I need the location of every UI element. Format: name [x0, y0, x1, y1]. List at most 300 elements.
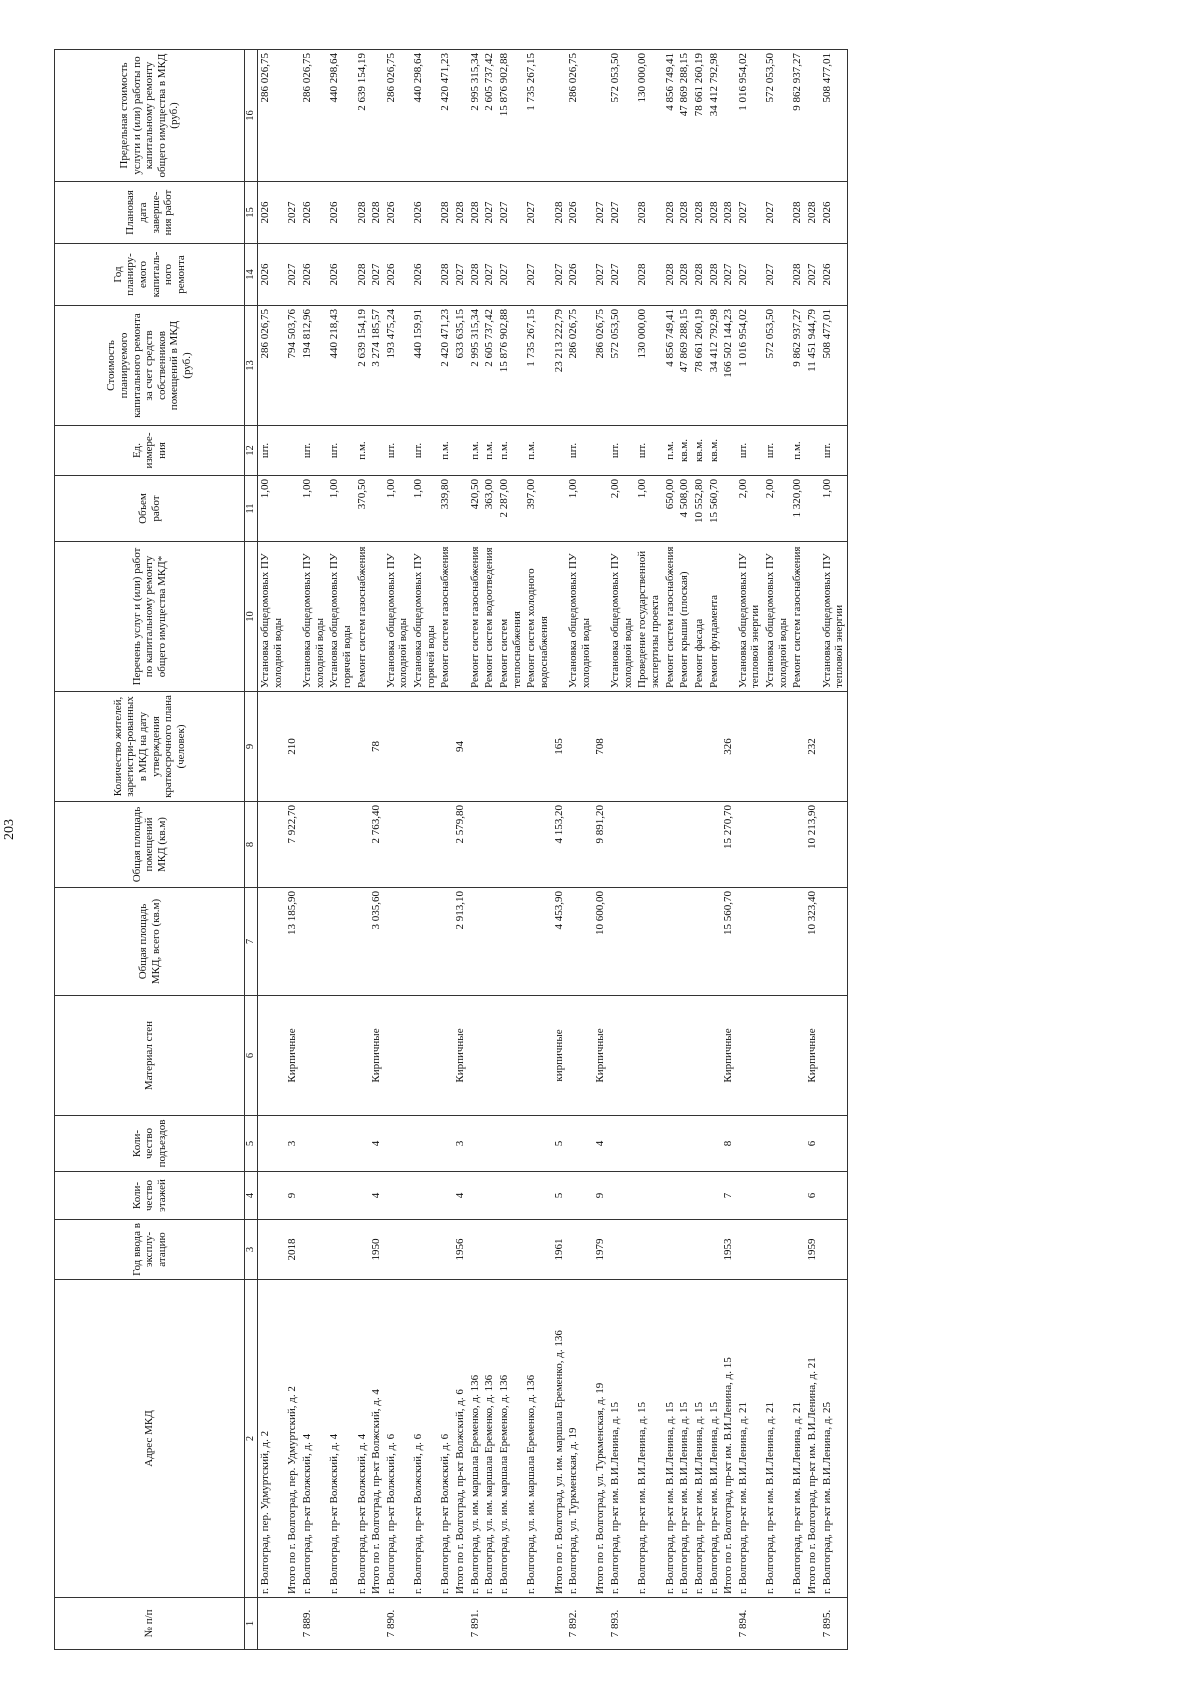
- cell-row-number: [355, 1598, 370, 1650]
- cell-entrances-count: [497, 1116, 524, 1172]
- cell-planned-year: 2026: [384, 244, 411, 306]
- cell-premises-area: [327, 802, 354, 888]
- colnum: 1: [245, 1598, 258, 1650]
- cell-completion-year: 2028: [438, 182, 453, 244]
- cell-wall-material: [763, 996, 790, 1116]
- header-c8: Общая площадь помещений МКД (кв.м): [55, 802, 245, 888]
- colnum: 7: [245, 888, 258, 996]
- cell-limit-cost: 572 053,50: [763, 50, 790, 182]
- cell-premises-area: 10 213,90: [805, 802, 820, 888]
- cell-work-volume: 1,00: [327, 476, 354, 542]
- cell-floors-count: [736, 1172, 763, 1220]
- cell-work-type: Проведение государственной экспертизы проекта: [635, 542, 662, 692]
- cell-premises-area: 4 153,20: [552, 802, 567, 888]
- cell-work-type: Установка общедомовых ПУ тепловой энергии: [736, 542, 763, 692]
- table-row: [736, 50, 763, 1650]
- cell-work-volume: 420,50: [468, 476, 483, 542]
- table-row: [327, 50, 354, 1650]
- cell-address: г. Волгоград, пр-кт Волжский, д. 6: [384, 1280, 411, 1598]
- cell-wall-material: [258, 996, 286, 1116]
- cell-work-type: Ремонт систем водоотведения: [482, 542, 497, 692]
- cell-residents-count: [692, 692, 707, 802]
- cell-floors-count: [468, 1172, 483, 1220]
- cell-row-number: [805, 1598, 820, 1650]
- cell-premises-area: [300, 802, 327, 888]
- cell-entrances-count: [258, 1116, 286, 1172]
- header-c11: Объем работ: [55, 476, 245, 542]
- cell-completion-year: 2028: [790, 182, 805, 244]
- cell-limit-cost: 508 477,01: [820, 50, 848, 182]
- cell-premises-area: [497, 802, 524, 888]
- cell-unit: шт.: [300, 426, 327, 476]
- cell-total-area: [497, 888, 524, 996]
- cell-address: Итого по г. Волгоград, пер. Удмуртский, д. 2: [285, 1280, 300, 1598]
- cell-limit-cost: 440 298,64: [411, 50, 438, 182]
- cell-limit-cost: 286 026,75: [566, 50, 593, 182]
- cell-residents-count: 708: [593, 692, 608, 802]
- table-row: [820, 50, 848, 1650]
- cell-premises-area: [736, 802, 763, 888]
- cell-address: Итого по г. Волгоград, пр-кт Волжский, д. 6: [453, 1280, 468, 1598]
- header-c7: Общая площадь МКД, всего (кв.м): [55, 888, 245, 996]
- cell-limit-cost: [805, 50, 820, 182]
- cell-entrances-count: 4: [369, 1116, 384, 1172]
- table-row: [552, 50, 567, 1650]
- cell-planned-cost: 440 218,43: [327, 306, 354, 426]
- cell-planned-cost: 130 000,00: [635, 306, 662, 426]
- colnum: 3: [245, 1220, 258, 1280]
- cell-premises-area: [677, 802, 692, 888]
- cell-entrances-count: 3: [285, 1116, 300, 1172]
- cell-limit-cost: 34 412 792,98: [707, 50, 722, 182]
- colnum: 11: [245, 476, 258, 542]
- colnum: 16: [245, 50, 258, 182]
- cell-premises-area: [790, 802, 805, 888]
- cell-work-type: [285, 542, 300, 692]
- cell-completion-year: 2026: [411, 182, 438, 244]
- cell-entrances-count: [820, 1116, 848, 1172]
- cell-limit-cost: 572 053,50: [608, 50, 635, 182]
- cell-premises-area: [608, 802, 635, 888]
- cell-row-number: [790, 1598, 805, 1650]
- cell-planned-year: 2028: [438, 244, 453, 306]
- cell-limit-cost: 47 869 288,15: [677, 50, 692, 182]
- cell-work-volume: 370,50: [355, 476, 370, 542]
- cell-commission-year: [438, 1220, 453, 1280]
- cell-work-volume: 397,00: [524, 476, 551, 542]
- cell-commission-year: [677, 1220, 692, 1280]
- cell-limit-cost: 2 420 471,23: [438, 50, 453, 182]
- cell-commission-year: [790, 1220, 805, 1280]
- cell-premises-area: [411, 802, 438, 888]
- cell-work-volume: 1,00: [258, 476, 286, 542]
- cell-unit: [593, 426, 608, 476]
- cell-residents-count: [411, 692, 438, 802]
- colnum: 4: [245, 1172, 258, 1220]
- cell-work-volume: 2,00: [608, 476, 635, 542]
- cell-work-volume: 1 320,00: [790, 476, 805, 542]
- cell-row-number: [497, 1598, 524, 1650]
- cell-work-volume: 363,00: [482, 476, 497, 542]
- cell-limit-cost: 286 026,75: [384, 50, 411, 182]
- cell-commission-year: [707, 1220, 722, 1280]
- cell-commission-year: 1979: [593, 1220, 608, 1280]
- cell-address: Итого по г. Волгоград, пр-кт им. В.И.Ленина, д. 15: [721, 1280, 736, 1598]
- cell-total-area: [763, 888, 790, 996]
- cell-work-volume: [552, 476, 567, 542]
- colnum: 8: [245, 802, 258, 888]
- table-body: [258, 50, 848, 1650]
- cell-address: г. Волгоград, пр-кт Волжский, д. 6: [438, 1280, 453, 1598]
- cell-planned-cost: 34 412 792,98: [707, 306, 722, 426]
- colnum: 14: [245, 244, 258, 306]
- cell-total-area: [635, 888, 662, 996]
- cell-unit: [285, 426, 300, 476]
- cell-row-number: [593, 1598, 608, 1650]
- cell-unit: п.м.: [482, 426, 497, 476]
- cell-planned-cost: 4 856 749,41: [663, 306, 678, 426]
- cell-commission-year: 1959: [805, 1220, 820, 1280]
- cell-entrances-count: 4: [593, 1116, 608, 1172]
- cell-row-number: [663, 1598, 678, 1650]
- cell-entrances-count: [384, 1116, 411, 1172]
- cell-address: г. Волгоград, ул. им. маршала Еременко, д. 136: [482, 1280, 497, 1598]
- cell-premises-area: [763, 802, 790, 888]
- cell-floors-count: 6: [805, 1172, 820, 1220]
- table-row: [790, 50, 805, 1650]
- cell-commission-year: [384, 1220, 411, 1280]
- table-row: [369, 50, 384, 1650]
- cell-completion-year: 2027: [482, 182, 497, 244]
- cell-total-area: [468, 888, 483, 996]
- header-c2: Адрес МКД: [55, 1280, 245, 1598]
- cell-commission-year: 2018: [285, 1220, 300, 1280]
- cell-planned-year: 2026: [300, 244, 327, 306]
- cell-work-type: Ремонт систем теплоснабжения: [497, 542, 524, 692]
- cell-row-number: [285, 1598, 300, 1650]
- table-row: [721, 50, 736, 1650]
- cell-floors-count: [524, 1172, 551, 1220]
- cell-work-volume: 15 560,70: [707, 476, 722, 542]
- rotated-table-container: [54, 50, 1174, 1650]
- cell-work-type: Установка общедомовых ПУ горячей воды: [411, 542, 438, 692]
- cell-floors-count: [384, 1172, 411, 1220]
- cell-residents-count: 78: [369, 692, 384, 802]
- cell-residents-count: [763, 692, 790, 802]
- cell-work-type: [453, 542, 468, 692]
- cell-row-number: 7 890.: [384, 1598, 411, 1650]
- cell-planned-year: 2028: [790, 244, 805, 306]
- header-c13: Стоимость планируемого капитального ремонта за счет средств собственников помещений в МКД (руб.): [55, 306, 245, 426]
- table-row: [453, 50, 468, 1650]
- cell-premises-area: [384, 802, 411, 888]
- cell-planned-year: 2028: [692, 244, 707, 306]
- colnum: 6: [245, 996, 258, 1116]
- cell-total-area: [411, 888, 438, 996]
- cell-completion-year: 2028: [635, 182, 662, 244]
- cell-commission-year: [524, 1220, 551, 1280]
- cell-work-volume: 1,00: [411, 476, 438, 542]
- cell-entrances-count: [327, 1116, 354, 1172]
- cell-residents-count: 94: [453, 692, 468, 802]
- cell-residents-count: [438, 692, 453, 802]
- cell-floors-count: [608, 1172, 635, 1220]
- cell-planned-cost: 2 639 154,19: [355, 306, 370, 426]
- cell-premises-area: [258, 802, 286, 888]
- cell-entrances-count: [692, 1116, 707, 1172]
- cell-commission-year: [736, 1220, 763, 1280]
- cell-commission-year: [635, 1220, 662, 1280]
- cell-residents-count: [300, 692, 327, 802]
- cell-total-area: [566, 888, 593, 996]
- cell-premises-area: 9 891,20: [593, 802, 608, 888]
- column-number-row: [245, 50, 258, 1650]
- header-c3: Год ввода в эксплу-атацию: [55, 1220, 245, 1280]
- cell-residents-count: [790, 692, 805, 802]
- cell-floors-count: [300, 1172, 327, 1220]
- cell-unit: [369, 426, 384, 476]
- cell-total-area: [355, 888, 370, 996]
- cell-unit: кв.м.: [707, 426, 722, 476]
- cell-entrances-count: 5: [552, 1116, 567, 1172]
- cell-limit-cost: [552, 50, 567, 182]
- cell-wall-material: [327, 996, 354, 1116]
- cell-work-volume: [453, 476, 468, 542]
- cell-entrances-count: [566, 1116, 593, 1172]
- cell-wall-material: [790, 996, 805, 1116]
- cell-unit: шт.: [258, 426, 286, 476]
- cell-total-area: [524, 888, 551, 996]
- cell-floors-count: [635, 1172, 662, 1220]
- cell-wall-material: кирпичные: [552, 996, 567, 1116]
- cell-work-type: Установка общедомовых ПУ холодной воды: [763, 542, 790, 692]
- cell-floors-count: [763, 1172, 790, 1220]
- cell-completion-year: 2028: [355, 182, 370, 244]
- cell-wall-material: [482, 996, 497, 1116]
- cell-commission-year: [411, 1220, 438, 1280]
- cell-total-area: [820, 888, 848, 996]
- cell-address: г. Волгоград, пр-кт им. В.И.Ленина, д. 15: [677, 1280, 692, 1598]
- cell-planned-cost: 3 274 185,57: [369, 306, 384, 426]
- cell-residents-count: [524, 692, 551, 802]
- cell-limit-cost: 78 661 260,19: [692, 50, 707, 182]
- cell-floors-count: 7: [721, 1172, 736, 1220]
- cell-limit-cost: [285, 50, 300, 182]
- cell-completion-year: 2028: [468, 182, 483, 244]
- colnum: 5: [245, 1116, 258, 1172]
- table-row: [707, 50, 722, 1650]
- cell-address: г. Волгоград, пр-кт Волжский, д. 4: [300, 1280, 327, 1598]
- cell-residents-count: [258, 692, 286, 802]
- cell-wall-material: [736, 996, 763, 1116]
- cell-work-type: [805, 542, 820, 692]
- cell-planned-cost: 286 026,75: [258, 306, 286, 426]
- cell-planned-year: 2028: [707, 244, 722, 306]
- header-c16: Предельная стоимость услуги и (или) работы по капитальному ремонту общего имущества в МКД (руб.): [55, 50, 245, 182]
- cell-address: г. Волгоград, пр-кт им. В.И.Ленина, д. 15: [663, 1280, 678, 1598]
- cell-address: г. Волгоград, ул. Туркменская, д. 19: [566, 1280, 593, 1598]
- cell-total-area: [482, 888, 497, 996]
- cell-total-area: [677, 888, 692, 996]
- cell-completion-year: 2027: [593, 182, 608, 244]
- cell-floors-count: [497, 1172, 524, 1220]
- cell-work-volume: [721, 476, 736, 542]
- cell-planned-year: 2027: [805, 244, 820, 306]
- table-row: [593, 50, 608, 1650]
- cell-total-area: [790, 888, 805, 996]
- cell-row-number: [258, 1598, 286, 1650]
- cell-wall-material: [497, 996, 524, 1116]
- cell-completion-year: 2028: [805, 182, 820, 244]
- cell-wall-material: Кирпичные: [453, 996, 468, 1116]
- cell-work-type: Ремонт систем газоснабжения: [355, 542, 370, 692]
- cell-work-volume: 10 552,80: [692, 476, 707, 542]
- cell-completion-year: 2026: [384, 182, 411, 244]
- cell-entrances-count: [663, 1116, 678, 1172]
- cell-commission-year: [763, 1220, 790, 1280]
- cell-work-volume: 650,00: [663, 476, 678, 542]
- cell-work-type: Установка общедомовых ПУ холодной воды: [300, 542, 327, 692]
- cell-address: Итого по г. Волгоград, пр-кт им. В.И.Ленина, д. 21: [805, 1280, 820, 1598]
- cell-residents-count: [635, 692, 662, 802]
- cell-commission-year: [300, 1220, 327, 1280]
- colnum: 15: [245, 182, 258, 244]
- table-row: [763, 50, 790, 1650]
- cell-work-type: [721, 542, 736, 692]
- cell-premises-area: [468, 802, 483, 888]
- table-row: [805, 50, 820, 1650]
- cell-planned-year: 2027: [453, 244, 468, 306]
- cell-floors-count: [438, 1172, 453, 1220]
- cell-work-volume: 1,00: [820, 476, 848, 542]
- cell-floors-count: 9: [593, 1172, 608, 1220]
- cell-completion-year: 2026: [300, 182, 327, 244]
- cell-entrances-count: [482, 1116, 497, 1172]
- cell-row-number: [635, 1598, 662, 1650]
- cell-premises-area: [482, 802, 497, 888]
- cell-total-area: [663, 888, 678, 996]
- cell-entrances-count: [608, 1116, 635, 1172]
- cell-commission-year: [355, 1220, 370, 1280]
- cell-residents-count: [327, 692, 354, 802]
- cell-work-volume: [805, 476, 820, 542]
- capital-repair-table: [54, 49, 848, 1650]
- cell-work-volume: [369, 476, 384, 542]
- cell-planned-cost: 286 026,75: [566, 306, 593, 426]
- table-row: [468, 50, 483, 1650]
- cell-unit: шт.: [566, 426, 593, 476]
- cell-planned-year: 2027: [593, 244, 608, 306]
- cell-unit: шт.: [635, 426, 662, 476]
- cell-commission-year: [566, 1220, 593, 1280]
- cell-row-number: [692, 1598, 707, 1650]
- cell-address: Итого по г. Волгоград, ул. им. маршала Еременко, д. 136: [552, 1280, 567, 1598]
- cell-residents-count: 326: [721, 692, 736, 802]
- colnum: 2: [245, 1280, 258, 1598]
- cell-work-type: Установка общедомовых ПУ холодной воды: [608, 542, 635, 692]
- cell-planned-year: 2026: [258, 244, 286, 306]
- cell-row-number: [411, 1598, 438, 1650]
- table-row: [285, 50, 300, 1650]
- table-row: [355, 50, 370, 1650]
- cell-row-number: 7 891.: [468, 1598, 483, 1650]
- table-row: [692, 50, 707, 1650]
- cell-floors-count: [411, 1172, 438, 1220]
- cell-wall-material: [524, 996, 551, 1116]
- cell-wall-material: [707, 996, 722, 1116]
- cell-work-type: Ремонт систем газоснабжения: [663, 542, 678, 692]
- cell-row-number: 7 892.: [566, 1598, 593, 1650]
- header-c15: Плановая дата заверше-ния работ: [55, 182, 245, 244]
- cell-planned-year: 2027: [482, 244, 497, 306]
- cell-wall-material: [384, 996, 411, 1116]
- cell-residents-count: [677, 692, 692, 802]
- cell-work-volume: 2,00: [736, 476, 763, 542]
- cell-address: г. Волгоград, пр-кт им. В.И.Ленина, д. 21: [763, 1280, 790, 1598]
- cell-planned-year: 2026: [566, 244, 593, 306]
- cell-address: г. Волгоград, пр-кт им. В.И.Ленина, д. 21: [736, 1280, 763, 1598]
- cell-work-type: Установка общедомовых ПУ горячей воды: [327, 542, 354, 692]
- cell-completion-year: 2027: [763, 182, 790, 244]
- cell-unit: кв.м.: [677, 426, 692, 476]
- header-c5: Коли-чество подъездов: [55, 1116, 245, 1172]
- cell-premises-area: [820, 802, 848, 888]
- cell-residents-count: [736, 692, 763, 802]
- cell-residents-count: [566, 692, 593, 802]
- cell-unit: шт.: [608, 426, 635, 476]
- cell-entrances-count: [677, 1116, 692, 1172]
- cell-entrances-count: [438, 1116, 453, 1172]
- cell-address: г. Волгоград, пр-кт Волжский, д. 4: [355, 1280, 370, 1598]
- cell-residents-count: [608, 692, 635, 802]
- cell-residents-count: [384, 692, 411, 802]
- cell-work-type: Ремонт систем холодного водоснабжения: [524, 542, 551, 692]
- cell-completion-year: 2027: [736, 182, 763, 244]
- cell-wall-material: [608, 996, 635, 1116]
- cell-completion-year: 2026: [258, 182, 286, 244]
- cell-completion-year: 2027: [608, 182, 635, 244]
- cell-unit: п.м.: [355, 426, 370, 476]
- cell-limit-cost: 15 876 902,88: [497, 50, 524, 182]
- cell-planned-cost: 9 862 937,27: [790, 306, 805, 426]
- header-c4: Коли-чество этажей: [55, 1172, 245, 1220]
- cell-work-type: Ремонт систем газоснабжения: [790, 542, 805, 692]
- cell-work-volume: 2,00: [763, 476, 790, 542]
- cell-total-area: [438, 888, 453, 996]
- cell-wall-material: Кирпичные: [593, 996, 608, 1116]
- cell-premises-area: [355, 802, 370, 888]
- table-row: [384, 50, 411, 1650]
- cell-address: Итого по г. Волгоград, пр-кт Волжский, д. 4: [369, 1280, 384, 1598]
- cell-total-area: [258, 888, 286, 996]
- cell-residents-count: [820, 692, 848, 802]
- cell-limit-cost: 1 735 267,15: [524, 50, 551, 182]
- cell-work-type: Ремонт крыши (плоская): [677, 542, 692, 692]
- cell-unit: шт.: [384, 426, 411, 476]
- cell-row-number: [482, 1598, 497, 1650]
- cell-completion-year: 2028: [663, 182, 678, 244]
- cell-wall-material: Кирпичные: [721, 996, 736, 1116]
- cell-completion-year: 2028: [453, 182, 468, 244]
- cell-completion-year: 2026: [820, 182, 848, 244]
- cell-limit-cost: 286 026,75: [258, 50, 286, 182]
- cell-unit: п.м.: [524, 426, 551, 476]
- cell-wall-material: [635, 996, 662, 1116]
- cell-total-area: 4 453,90: [552, 888, 567, 996]
- cell-limit-cost: 2 639 154,19: [355, 50, 370, 182]
- cell-planned-cost: 11 451 944,79: [805, 306, 820, 426]
- colnum: 13: [245, 306, 258, 426]
